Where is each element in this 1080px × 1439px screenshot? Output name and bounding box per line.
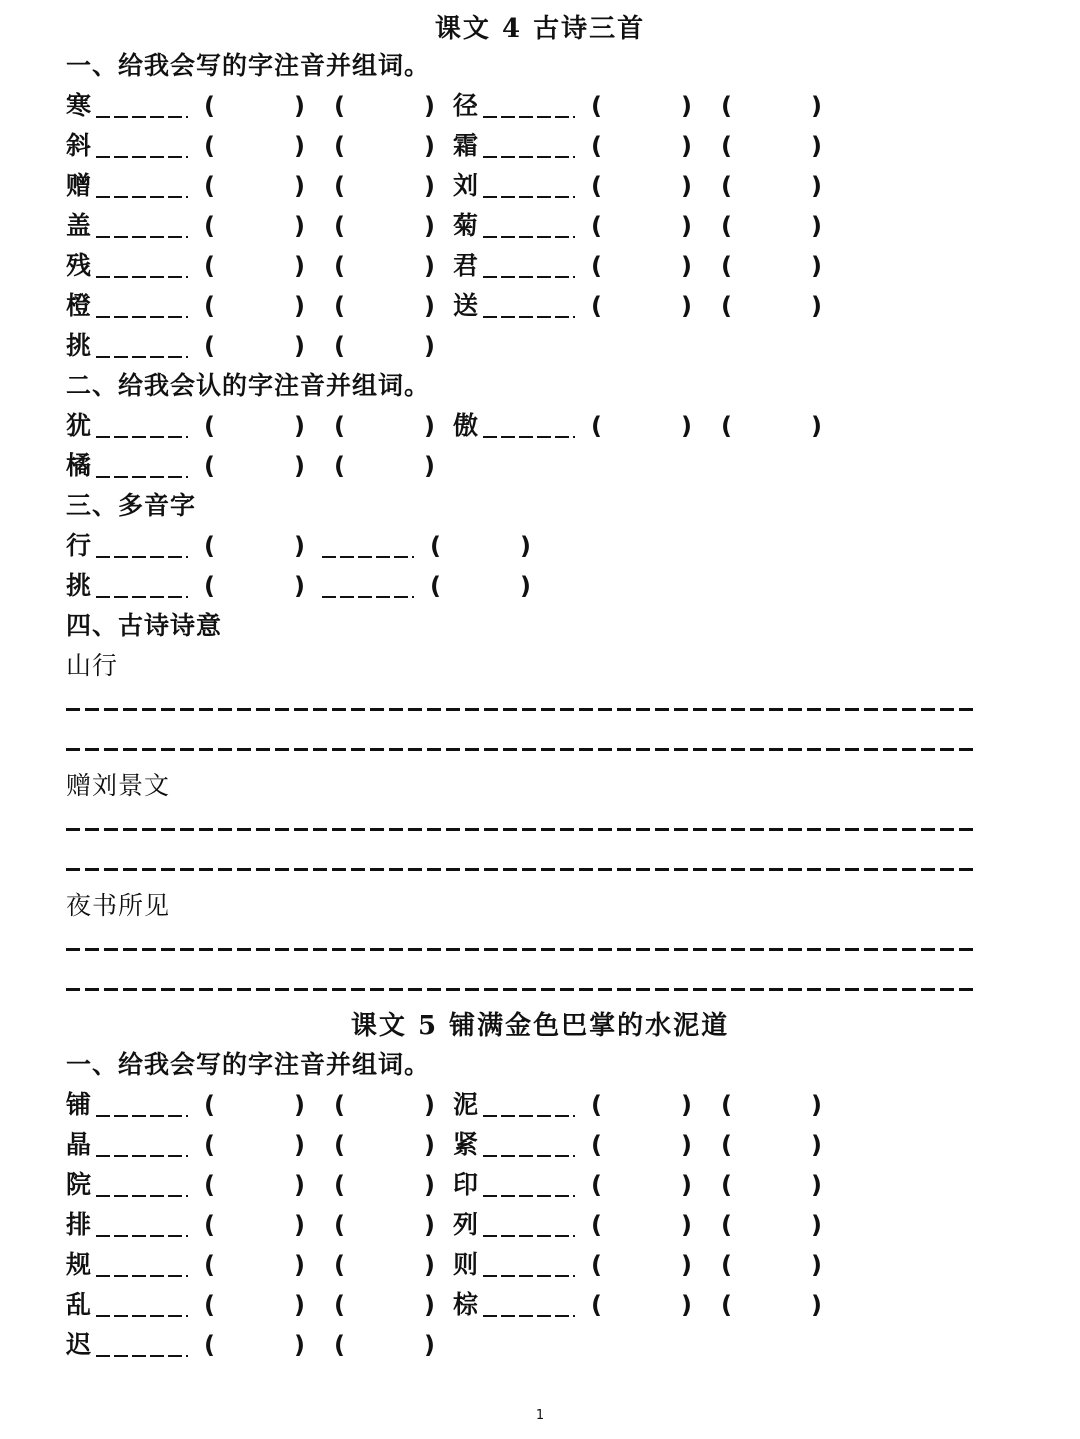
l5-write-item-char: 列 bbox=[453, 1210, 479, 1239]
l4-write-item-char: 寒 bbox=[66, 91, 92, 120]
l4-write-item-open-paren: ( bbox=[334, 132, 345, 160]
l5-write-row bbox=[66, 1205, 966, 1245]
l4-write-item-open-paren: ( bbox=[721, 292, 732, 320]
l4-write-item-pinyin-blank[interactable] bbox=[483, 214, 575, 238]
l5-write-item-pinyin-blank[interactable] bbox=[96, 1173, 188, 1197]
l5-write-item-close-paren: ) bbox=[294, 1211, 305, 1239]
l4-write-item-open-paren: ( bbox=[721, 132, 732, 160]
l5-write-item-open-paren: ( bbox=[334, 1291, 345, 1319]
l5-write-item-open-paren: ( bbox=[204, 1131, 215, 1159]
l5-write-item-close-paren: ) bbox=[811, 1211, 822, 1239]
l4-write-item-close-paren: ) bbox=[811, 132, 822, 160]
l5-write-item-open-paren: ( bbox=[591, 1291, 602, 1319]
l4-write-item-close-paren: ) bbox=[681, 212, 692, 240]
l4-write-row bbox=[66, 246, 966, 286]
l4-read-item-open-paren: ( bbox=[204, 452, 215, 480]
l4-write-item-close-paren: ) bbox=[681, 252, 692, 280]
l4-read-item-close-paren: ) bbox=[681, 412, 692, 440]
l4-write-item-pinyin-blank[interactable] bbox=[96, 294, 188, 318]
l4-write-row bbox=[66, 126, 966, 166]
l4-write-item-char: 送 bbox=[453, 291, 479, 320]
polyphone-pinyin-blank[interactable] bbox=[96, 574, 188, 598]
polyphone-char: 挑 bbox=[66, 571, 92, 600]
polyphone-open-paren: ( bbox=[204, 572, 215, 600]
l4-read-item-open-paren: ( bbox=[721, 412, 732, 440]
l5-write-item-pinyin-blank[interactable] bbox=[483, 1213, 575, 1237]
l4-write-item-open-paren: ( bbox=[204, 132, 215, 160]
l4-write-item-close-paren: ) bbox=[294, 172, 305, 200]
l4-read-row bbox=[66, 446, 966, 486]
l5-write-item-char: 棕 bbox=[453, 1290, 479, 1319]
l4-write-item-open-paren: ( bbox=[591, 212, 602, 240]
answer-line[interactable] bbox=[66, 948, 978, 951]
l4-write-item-open-paren: ( bbox=[334, 332, 345, 360]
l4-write-item-open-paren: ( bbox=[334, 292, 345, 320]
l4-write-item-close-paren: ) bbox=[424, 332, 435, 360]
l4-write-item-char: 橙 bbox=[66, 291, 92, 320]
l4-write-item-open-paren: ( bbox=[591, 172, 602, 200]
l5-write-item-close-paren: ) bbox=[294, 1131, 305, 1159]
l5-write-item-close-paren: ) bbox=[424, 1171, 435, 1199]
answer-line[interactable] bbox=[66, 708, 978, 711]
l5-write-item-close-paren: ) bbox=[424, 1211, 435, 1239]
polyphone-close-paren: ) bbox=[520, 532, 531, 560]
l4-write-item-pinyin-blank[interactable] bbox=[483, 294, 575, 318]
l4-write-item-open-paren: ( bbox=[204, 252, 215, 280]
l4-write-item-close-paren: ) bbox=[294, 132, 305, 160]
l5-write-item-open-paren: ( bbox=[204, 1291, 215, 1319]
l4-write-row bbox=[66, 86, 966, 126]
l5-write-item-char: 铺 bbox=[66, 1090, 92, 1119]
l5-write-item-char: 院 bbox=[66, 1170, 92, 1199]
polyphone-close-paren: ) bbox=[294, 572, 305, 600]
lesson5-title: 课文 5 铺满金色巴掌的水泥道 bbox=[350, 1011, 730, 1041]
l4-read-item-char: 傲 bbox=[453, 411, 479, 440]
l5-write-item-open-paren: ( bbox=[334, 1131, 345, 1159]
l5-write-item-open-paren: ( bbox=[334, 1091, 345, 1119]
l5-write-row bbox=[66, 1165, 966, 1205]
l4-write-item-close-paren: ) bbox=[681, 172, 692, 200]
l5-write-item-open-paren: ( bbox=[204, 1251, 215, 1279]
l4-write-item-char: 径 bbox=[453, 91, 479, 120]
l4-write-row bbox=[66, 206, 966, 246]
l4-write-item-close-paren: ) bbox=[811, 292, 822, 320]
l4-read-item-open-paren: ( bbox=[204, 412, 215, 440]
l4-write-item-close-paren: ) bbox=[424, 252, 435, 280]
l5-write-item-open-paren: ( bbox=[334, 1251, 345, 1279]
polyphone-close-paren: ) bbox=[520, 572, 531, 600]
l4-read-item-char: 犹 bbox=[66, 411, 92, 440]
l5-write-item-close-paren: ) bbox=[811, 1131, 822, 1159]
l5-write-item-close-paren: ) bbox=[811, 1291, 822, 1319]
l4-write-item-close-paren: ) bbox=[811, 212, 822, 240]
l4-write-item-char: 赠 bbox=[66, 171, 92, 200]
l5-write-row bbox=[66, 1325, 966, 1365]
lesson5-section1-heading: 一、给我会写的字注音并组词。 bbox=[66, 1050, 431, 1079]
answer-line[interactable] bbox=[66, 828, 978, 831]
l5-write-item-pinyin-blank[interactable] bbox=[96, 1293, 188, 1317]
l4-write-item-open-paren: ( bbox=[721, 252, 732, 280]
l5-write-item-close-paren: ) bbox=[424, 1091, 435, 1119]
l5-write-item-close-paren: ) bbox=[681, 1291, 692, 1319]
l4-write-item-char: 斜 bbox=[66, 131, 92, 160]
l4-write-item-close-paren: ) bbox=[424, 292, 435, 320]
l5-write-item-pinyin-blank[interactable] bbox=[96, 1093, 188, 1117]
polyphone-row bbox=[66, 526, 966, 566]
l5-write-item-close-paren: ) bbox=[424, 1331, 435, 1359]
l5-write-item-pinyin-blank[interactable] bbox=[483, 1093, 575, 1117]
l5-write-item-close-paren: ) bbox=[294, 1291, 305, 1319]
l5-write-item-close-paren: ) bbox=[294, 1091, 305, 1119]
l5-write-row bbox=[66, 1125, 966, 1165]
l5-write-item-open-paren: ( bbox=[204, 1171, 215, 1199]
polyphone-open-paren: ( bbox=[430, 532, 441, 560]
poem-title-yeshusuojian: 夜书所见 bbox=[66, 891, 171, 920]
l5-write-item-open-paren: ( bbox=[591, 1251, 602, 1279]
l4-read-item-close-paren: ) bbox=[424, 412, 435, 440]
l4-write-row bbox=[66, 326, 966, 366]
l4-write-item-open-paren: ( bbox=[204, 332, 215, 360]
l4-write-row bbox=[66, 286, 966, 326]
l4-write-item-close-paren: ) bbox=[681, 292, 692, 320]
l4-read-item-close-paren: ) bbox=[811, 412, 822, 440]
l4-write-item-char: 盖 bbox=[66, 211, 92, 240]
l5-write-item-open-paren: ( bbox=[591, 1091, 602, 1119]
l4-write-item-pinyin-blank[interactable] bbox=[483, 174, 575, 198]
l4-write-item-pinyin-blank[interactable] bbox=[96, 334, 188, 358]
l4-write-item-close-paren: ) bbox=[811, 172, 822, 200]
l4-write-item-open-paren: ( bbox=[334, 92, 345, 120]
l4-write-item-open-paren: ( bbox=[204, 292, 215, 320]
l4-write-item-char: 菊 bbox=[453, 211, 479, 240]
l4-write-row bbox=[66, 166, 966, 206]
l4-write-item-pinyin-blank[interactable] bbox=[483, 254, 575, 278]
l5-write-item-open-paren: ( bbox=[721, 1291, 732, 1319]
l5-write-item-open-paren: ( bbox=[591, 1211, 602, 1239]
l4-write-item-close-paren: ) bbox=[424, 132, 435, 160]
l4-read-item-close-paren: ) bbox=[424, 452, 435, 480]
polyphone-char: 行 bbox=[66, 531, 92, 560]
l4-write-item-open-paren: ( bbox=[591, 132, 602, 160]
page-number: 1 bbox=[535, 1408, 545, 1423]
l5-write-item-char: 则 bbox=[453, 1250, 479, 1279]
l4-write-item-pinyin-blank[interactable] bbox=[483, 134, 575, 158]
l4-write-item-char: 刘 bbox=[453, 171, 479, 200]
l4-write-item-close-paren: ) bbox=[424, 212, 435, 240]
l4-write-item-open-paren: ( bbox=[721, 212, 732, 240]
lesson4-section1-heading: 一、给我会写的字注音并组词。 bbox=[66, 51, 431, 80]
l5-write-item-close-paren: ) bbox=[811, 1171, 822, 1199]
l4-write-item-char: 霜 bbox=[453, 131, 479, 160]
l5-write-item-close-paren: ) bbox=[294, 1171, 305, 1199]
l5-write-item-pinyin-blank[interactable] bbox=[96, 1253, 188, 1277]
l5-write-item-close-paren: ) bbox=[424, 1251, 435, 1279]
polyphone-row bbox=[66, 566, 966, 606]
l5-write-item-pinyin-blank[interactable] bbox=[483, 1293, 575, 1317]
l5-write-item-char: 晶 bbox=[66, 1130, 92, 1159]
answer-line[interactable] bbox=[66, 868, 978, 871]
l5-write-item-pinyin-blank[interactable] bbox=[483, 1173, 575, 1197]
l5-write-item-open-paren: ( bbox=[334, 1171, 345, 1199]
poem-title-zengliujingwen: 赠刘景文 bbox=[66, 771, 171, 800]
l4-write-item-char: 挑 bbox=[66, 331, 92, 360]
answer-line[interactable] bbox=[66, 988, 978, 991]
l5-write-item-close-paren: ) bbox=[811, 1091, 822, 1119]
l4-write-item-close-paren: ) bbox=[811, 252, 822, 280]
l4-write-item-close-paren: ) bbox=[294, 212, 305, 240]
l4-write-item-pinyin-blank[interactable] bbox=[96, 214, 188, 238]
l4-write-item-pinyin-blank[interactable] bbox=[96, 134, 188, 158]
l5-write-item-char: 泥 bbox=[453, 1090, 479, 1119]
l4-read-item-pinyin-blank[interactable] bbox=[96, 454, 188, 478]
l4-read-item-open-paren: ( bbox=[591, 412, 602, 440]
l5-write-item-close-paren: ) bbox=[424, 1131, 435, 1159]
l4-write-item-open-paren: ( bbox=[591, 252, 602, 280]
l4-write-item-close-paren: ) bbox=[294, 92, 305, 120]
l5-write-item-open-paren: ( bbox=[721, 1131, 732, 1159]
l5-write-item-close-paren: ) bbox=[681, 1211, 692, 1239]
l5-write-item-close-paren: ) bbox=[811, 1251, 822, 1279]
polyphone-open-paren: ( bbox=[430, 572, 441, 600]
l5-write-row bbox=[66, 1285, 966, 1325]
l4-write-item-pinyin-blank[interactable] bbox=[96, 94, 188, 118]
l4-write-item-char: 残 bbox=[66, 251, 92, 280]
l5-write-item-pinyin-blank[interactable] bbox=[96, 1133, 188, 1157]
l4-write-item-open-paren: ( bbox=[591, 92, 602, 120]
l4-write-item-close-paren: ) bbox=[294, 252, 305, 280]
l5-write-item-pinyin-blank[interactable] bbox=[96, 1333, 188, 1357]
l5-write-item-open-paren: ( bbox=[204, 1331, 215, 1359]
l4-write-item-open-paren: ( bbox=[334, 172, 345, 200]
l5-write-item-char: 迟 bbox=[66, 1330, 92, 1359]
l5-write-item-open-paren: ( bbox=[334, 1211, 345, 1239]
l5-write-item-char: 印 bbox=[453, 1170, 479, 1199]
answer-line[interactable] bbox=[66, 748, 978, 751]
l4-write-item-pinyin-blank[interactable] bbox=[96, 174, 188, 198]
l5-write-item-close-paren: ) bbox=[424, 1291, 435, 1319]
l5-write-item-close-paren: ) bbox=[681, 1171, 692, 1199]
l5-write-item-open-paren: ( bbox=[721, 1251, 732, 1279]
l4-read-item-close-paren: ) bbox=[294, 412, 305, 440]
l4-write-item-close-paren: ) bbox=[294, 292, 305, 320]
l5-write-item-close-paren: ) bbox=[681, 1131, 692, 1159]
l4-write-item-close-paren: ) bbox=[681, 92, 692, 120]
l4-read-item-open-paren: ( bbox=[334, 452, 345, 480]
polyphone-pinyin-blank[interactable] bbox=[96, 534, 188, 558]
l4-write-item-open-paren: ( bbox=[204, 172, 215, 200]
l4-write-item-close-paren: ) bbox=[811, 92, 822, 120]
l4-write-item-pinyin-blank[interactable] bbox=[96, 254, 188, 278]
polyphone-open-paren: ( bbox=[204, 532, 215, 560]
l4-write-item-open-paren: ( bbox=[204, 212, 215, 240]
lesson4-section3-heading: 三、多音字 bbox=[66, 491, 197, 520]
l4-write-item-open-paren: ( bbox=[721, 172, 732, 200]
polyphone-pinyin-blank[interactable] bbox=[322, 574, 414, 598]
l5-write-item-close-paren: ) bbox=[294, 1251, 305, 1279]
l5-write-row bbox=[66, 1085, 966, 1125]
l4-write-item-pinyin-blank[interactable] bbox=[483, 94, 575, 118]
l5-write-item-char: 乱 bbox=[66, 1290, 92, 1319]
polyphone-close-paren: ) bbox=[294, 532, 305, 560]
l4-write-item-close-paren: ) bbox=[424, 92, 435, 120]
l4-write-item-char: 君 bbox=[453, 251, 479, 280]
l4-read-item-char: 橘 bbox=[66, 451, 92, 480]
l4-write-item-open-paren: ( bbox=[334, 252, 345, 280]
l5-write-item-open-paren: ( bbox=[591, 1171, 602, 1199]
lesson4-title: 课文 4 古诗三首 bbox=[434, 14, 646, 44]
l5-write-item-char: 规 bbox=[66, 1250, 92, 1279]
l5-write-item-pinyin-blank[interactable] bbox=[483, 1253, 575, 1277]
lesson4-section2-heading: 二、给我会认的字注音并组词。 bbox=[66, 371, 431, 400]
l4-read-item-open-paren: ( bbox=[334, 412, 345, 440]
l5-write-row bbox=[66, 1245, 966, 1285]
l4-write-item-close-paren: ) bbox=[424, 172, 435, 200]
l5-write-item-open-paren: ( bbox=[721, 1171, 732, 1199]
l5-write-item-pinyin-blank[interactable] bbox=[483, 1133, 575, 1157]
l4-read-row bbox=[66, 406, 966, 446]
l4-write-item-open-paren: ( bbox=[721, 92, 732, 120]
l5-write-item-close-paren: ) bbox=[681, 1251, 692, 1279]
l4-write-item-close-paren: ) bbox=[294, 332, 305, 360]
l5-write-item-open-paren: ( bbox=[591, 1131, 602, 1159]
l4-write-item-close-paren: ) bbox=[681, 132, 692, 160]
poem-title-shanxing: 山行 bbox=[66, 651, 119, 680]
l4-write-item-open-paren: ( bbox=[204, 92, 215, 120]
lesson4-section4-heading: 四、古诗诗意 bbox=[66, 611, 223, 640]
polyphone-pinyin-blank[interactable] bbox=[322, 534, 414, 558]
l5-write-item-close-paren: ) bbox=[681, 1091, 692, 1119]
l5-write-item-char: 排 bbox=[66, 1210, 92, 1239]
l4-write-item-open-paren: ( bbox=[334, 212, 345, 240]
l4-read-item-pinyin-blank[interactable] bbox=[96, 414, 188, 438]
l5-write-item-open-paren: ( bbox=[721, 1091, 732, 1119]
l4-read-item-pinyin-blank[interactable] bbox=[483, 414, 575, 438]
l5-write-item-pinyin-blank[interactable] bbox=[96, 1213, 188, 1237]
l5-write-item-open-paren: ( bbox=[721, 1211, 732, 1239]
l5-write-item-open-paren: ( bbox=[204, 1091, 215, 1119]
l5-write-item-open-paren: ( bbox=[204, 1211, 215, 1239]
l5-write-item-char: 紧 bbox=[453, 1130, 479, 1159]
l4-read-item-close-paren: ) bbox=[294, 452, 305, 480]
l4-write-item-open-paren: ( bbox=[591, 292, 602, 320]
l5-write-item-open-paren: ( bbox=[334, 1331, 345, 1359]
l5-write-item-close-paren: ) bbox=[294, 1331, 305, 1359]
